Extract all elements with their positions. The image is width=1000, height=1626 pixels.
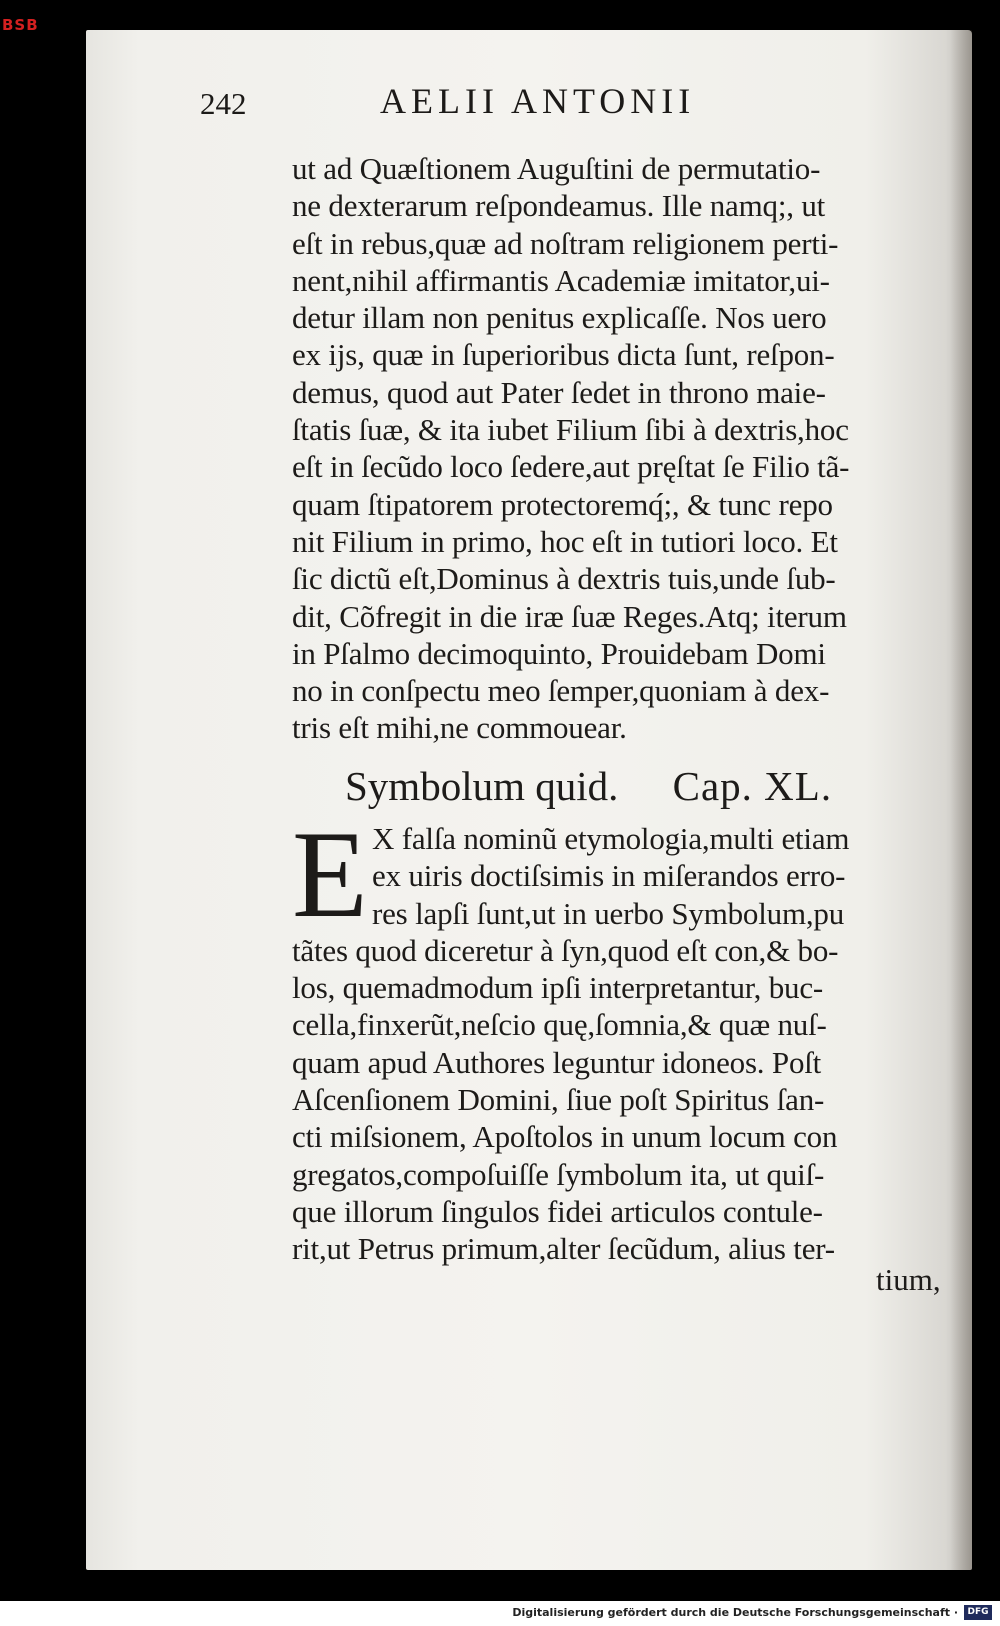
text-line: rit,ut Petrus primum,alter ſecũdum, alius ter-: [292, 1231, 835, 1267]
text-line: que illorum ſingulos fidei articulos contule-: [292, 1193, 823, 1229]
text-line: ſic dictũ eſt,Dominus à dextris tuis,unde ſub-: [292, 561, 836, 597]
text-line: Aſcenſionem Domini, ſiue poſt Spiritus ſan-: [292, 1082, 825, 1118]
text-line: tãtes quod diceretur à ſyn,quod eſt con,& bo-: [292, 932, 839, 968]
text-line: dit, Cõfregit in die iræ ſuæ Reges.Atq; iterum: [292, 598, 847, 634]
text-line: ex uiris doctiſsimis in miſerandos erro-: [372, 858, 846, 894]
text-line: no in conſpectu meo ſemper,quoniam à dex-: [292, 673, 830, 709]
section-heading: [345, 762, 832, 810]
funding-credit: Digitalisierung gefördert durch die Deutsche Forschungsgemeinschaft ·: [512, 1606, 958, 1619]
body-text: [292, 150, 932, 747]
footer-bar: [0, 1601, 1000, 1626]
text-line: X falſa nominũ etymologia,multi etiam: [372, 821, 850, 856]
text-line: detur illam non penitus explicaſſe. Nos uero: [292, 300, 827, 336]
text-line: ex ijs, quæ in ſuperioribus dicta ſunt, reſpon-: [292, 337, 835, 373]
text-line: ut ad Quæſtionem Auguſtini de permutatio-: [292, 151, 821, 186]
chapter-text: [292, 806, 932, 1268]
running-title: AELII ANTONII: [380, 81, 696, 121]
catchword: tium,: [876, 1262, 941, 1297]
page-header: [200, 80, 840, 130]
chapter-label: Cap. XL.: [672, 763, 833, 809]
text-line: res lapſi ſunt,ut in uerbo Symbolum,pu: [372, 895, 845, 931]
text-line: quam ſtipatorem protectoremq́;, & tunc repo: [292, 486, 833, 522]
text-line: eſt in ſecũdo loco ſedere,aut pręſtat ſe Filio tã-: [292, 449, 850, 485]
text-line: eſt in rebus,quæ ad noſtram religionem perti-: [292, 225, 839, 261]
page-number: 242: [200, 86, 247, 121]
text-line: ſtatis ſuæ, & ita iubet Filium ſibi à dextris,hoc: [292, 412, 849, 448]
text-line: demus, quod aut Pater ſedet in throno maie-: [292, 374, 826, 410]
section-title: Symbolum quid.: [345, 763, 619, 809]
page-edge-shadow: [950, 30, 972, 1570]
text-line: cella,finxerũt,neſcio quę,ſomnia,& quæ nuſ-: [292, 1007, 827, 1043]
text-line: in Pſalmo decimoquinto, Prouidebam Domi: [292, 635, 826, 671]
text-line: nent,nihil affirmantis Academiæ imitator,ui-: [292, 262, 830, 298]
text-line: los, quemadmodum ipſi interpretantur, buc-: [292, 970, 824, 1006]
text-line: ne dexterarum reſpondeamus. Ille namq;, ut: [292, 188, 826, 224]
drop-cap: E: [292, 806, 368, 943]
text-line: gregatos,compoſuiſſe ſymbolum ita, ut quiſ-: [292, 1156, 825, 1192]
bsb-logo: BSB: [2, 16, 39, 34]
text-line: quam apud Authores leguntur idoneos. Poſt: [292, 1044, 822, 1080]
text-line: tris eſt mihi,ne commouear.: [292, 710, 627, 746]
text-line: cti miſsionem, Apoſtolos in unum locum con: [292, 1119, 838, 1155]
dfg-logo: DFG: [964, 1605, 992, 1620]
text-line: nit Filium in primo, hoc eſt in tutiori loco. Et: [292, 523, 838, 559]
